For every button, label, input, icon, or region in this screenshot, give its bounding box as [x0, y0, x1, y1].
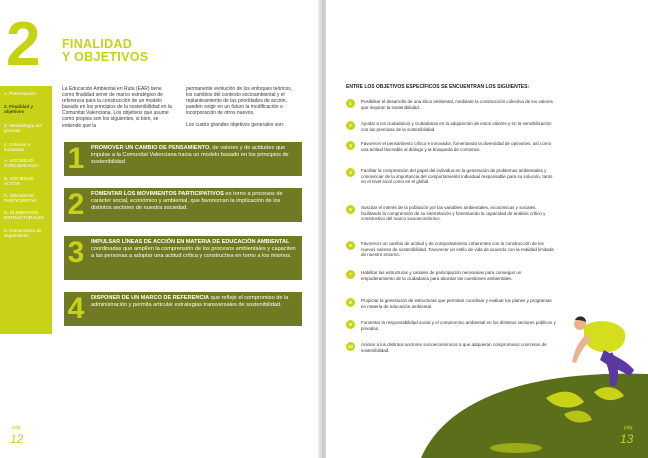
nav-item-elementos-estructurales[interactable]: D. ELEMENTOS ESTRUCTURALES — [4, 210, 45, 221]
chapter-title — [62, 38, 148, 64]
side-navigation — [0, 86, 52, 334]
nav-item-compromiso[interactable]: 5. Compromiso de seguimiento — [4, 228, 42, 239]
nav-item-criterios[interactable]: 4. Criterios e iniciativas — [4, 142, 31, 153]
objective-number: 8 — [346, 298, 355, 307]
nav-item-metodologia[interactable]: 3. Metodología del proceso — [4, 123, 42, 134]
specific-objectives-heading: ENTRE LOS OBJETIVOS ESPECÍFICOS SE ENCUENTRAN LOS SIGUIENTES: — [346, 84, 530, 90]
page-number: 13 — [620, 432, 634, 446]
page-label: pág. — [624, 425, 634, 431]
chapter-number: 2 — [6, 10, 41, 79]
page-label: pág. — [12, 425, 22, 431]
nav-item-presentacion[interactable]: 1. Presentación — [4, 91, 36, 96]
arm-shape — [572, 334, 591, 363]
objective-number: 3 — [346, 141, 355, 150]
objective-number: 4 — [346, 168, 355, 177]
objective-text: Habilitar las estructuras y canales de participación necesarias para conseguir un empoderamiento de la ciudadanía para abordar las cuestiones ambientales. — [361, 270, 522, 281]
page-number: 12 — [10, 432, 24, 446]
goal-box-4 — [64, 292, 302, 326]
goal-number: 2 — [67, 188, 85, 221]
goal-text — [91, 239, 297, 261]
objective-number: 10 — [347, 344, 353, 349]
goal-body-text: en torno a procesos de carácter social, económico y ambiental, que favorezcan la implicación de los distintos sectores de nuestra sociedad. — [91, 191, 283, 212]
objective-text: Facilitar la comprensión del papel del individuo en la generación de problemas ambientales y concienciar de la importancia del comportamiento individual responsable para su solución, tanto en el nivel local como en el global. — [361, 168, 553, 185]
objective-text: Propiciar la generación de estructuras que permitan coordinar y evaluar los planes y programas en materia de educación ambiental. — [361, 298, 552, 309]
chapter-title-line2: Y OBJETIVOS — [62, 50, 149, 64]
objective-text: Ayudar a los ciudadanos y ciudadanas en la adquisición de estos valores y en la sensibilización con las premisas de la sostenibilidad. — [361, 121, 552, 132]
intro-column-2-text: permanente evolución de los enfoques teóricos, los cambios del contexto socioambiental y el replanteamiento de las prioridades de acción, pueden exigir en un futuro la modificación o incorporación de otros nuevos. — [186, 86, 293, 117]
left-page — [0, 0, 322, 458]
objective-number: 6 — [346, 241, 355, 250]
objective-text: Animar a los distintos sectores socioeconómicos a que adquieran compromisos concretos de sostenibilidad. — [361, 342, 547, 353]
shirt-shape — [584, 321, 625, 352]
objective-text: Suscitar el interés de la población por las variables ambientales, económicas y sociales, facilitando la comprensión de su interrelación y fomentando la capacidad de análisis crítico y constructivo del marco socioeconómico. — [361, 205, 546, 222]
objective-number: 1 — [346, 99, 355, 108]
goal-bold-text: FOMENTAR LOS MOVIMIENTOS PARTICIPATIVOS — [91, 191, 224, 197]
goal-number: 1 — [67, 142, 85, 175]
chapter-title-line1: FINALIDAD — [62, 37, 133, 51]
goal-text — [91, 295, 297, 309]
objective-text: Posibilitar el desarrollo de una ética ambiental, mediante la construcción colectiva de los valores que inspiran la sostenibilidad. — [361, 99, 553, 110]
goal-number: 4 — [67, 292, 85, 325]
objective-number: 2 — [346, 121, 355, 130]
objective-text: Fomentar la responsabilidad social y el compromiso ambiental en los distintos sectores públicos y privados. — [361, 320, 556, 331]
goal-bold-text: PROMOVER UN CAMBIO DE PENSAMIENTO — [91, 145, 210, 151]
objective-text: Favorecer un cambio de actitud y de comportamiento coherentes con la construcción de los nuevos valores de sostenibilidad. Favorecer un estilo de vida de acuerdo con la realidad limitada de nuestro entorno. — [361, 241, 554, 258]
intro-column-2-lead: Los cuatro grandes objetivos generales son: — [186, 122, 285, 129]
intro-column-2 — [186, 86, 298, 129]
objective-number: 9 — [346, 320, 355, 329]
nav-item-sociedad-participativa[interactable]: C. SOCIEDAD PARTICIPATIVA — [4, 193, 38, 204]
objective-text: Favorecer el pensamiento crítico e innovador, fomentando la diversidad de opiniones, así como una actitud favorable al diálogo y la búsqueda de consenso. — [361, 141, 552, 152]
kneeling-person-illustration — [556, 308, 646, 398]
goal-text — [91, 191, 297, 213]
nav-item-sociedad-concienciada[interactable]: A. SOCIEDAD CONCIENCIADA — [4, 158, 40, 169]
objective-number: 7 — [346, 270, 355, 279]
goal-body-text: coordinadas que amplíen la comprensión de los procesos ambientales y capaciten a las personas a adoptar una actitud crítica y constructiva en torno a los mismos. — [91, 246, 296, 260]
goal-box-1 — [64, 142, 302, 176]
intro-column-1: La Educación Ambiental en Ruta (EAR) tiene como finalidad servir de marco estratégico de referencia para la construcción de un modelo basado en los principios de la sostenibilidad en la Comunitat Valenciana. Los objetivos que asume como propios son los siguientes, si bien, se entiende que la — [62, 86, 172, 129]
objective-number: 5 — [346, 205, 355, 214]
nav-item-finalidad[interactable]: 2. Finalidad y objetivos — [4, 104, 34, 115]
goal-body-text: , de valores y de actitudes que impulse a la Comunitat Valenciana hacia un modelo basado en los principios de sostenibilidad. — [91, 145, 289, 166]
goal-box-3 — [64, 236, 302, 280]
goal-bold-text: IMPULSAR LÍNEAS DE ACCIÓN EN MATERIA DE EDUCACIÓN AMBIENTAL — [91, 239, 290, 245]
goal-number: 3 — [67, 236, 85, 269]
right-page — [326, 0, 648, 458]
goal-box-2 — [64, 188, 302, 222]
goal-bold-text: DISPONER DE UN MARCO DE REFERENCIA — [91, 295, 210, 301]
leaf-shape — [490, 443, 542, 453]
goal-text — [91, 145, 297, 167]
goal-body-text: que refleje el compromiso de la administración y permita articular estrategias transversales de sostenibilidad. — [91, 295, 289, 309]
nav-item-sociedad-activa[interactable]: B. SOCIEDAD ACTIVA — [4, 176, 34, 187]
